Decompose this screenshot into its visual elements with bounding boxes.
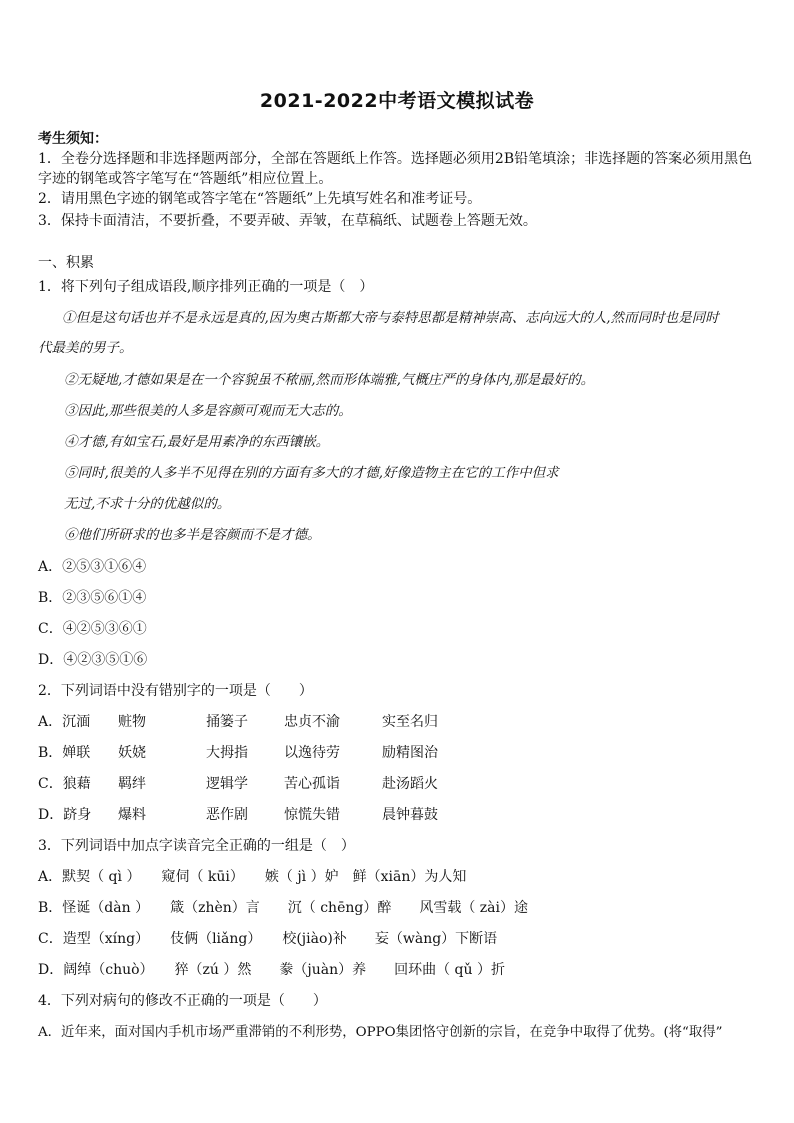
exam-title: 2021-2022中考语文模拟试卷 [259, 90, 535, 112]
q1-sentence-6: ⑥他们所研求的也多半是容颜而不是才德。 [64, 527, 321, 543]
q2-d-word-1: D．跻身 [38, 807, 92, 823]
q2-option-d[interactable] [38, 804, 438, 824]
q3-option-d[interactable]: D．阔绰（chuò） 猝（zú ）然 豢（juàn）养 回环曲（ qǔ ）折 [38, 962, 505, 978]
q1-option-a[interactable]: A．②⑤③①⑥④ [38, 559, 147, 575]
section-heading: 一、积累 [38, 255, 94, 271]
q2-option-a[interactable] [38, 711, 438, 731]
q1-option-d[interactable]: D．④②③⑤①⑥ [38, 652, 148, 668]
q2-stem: 2．下列词语中没有错别字的一项是（ ） [38, 683, 313, 699]
notice-line-2: 2．请用黑色字迹的钢笔或答字笔在“答题纸”上先填写姓名和准考证号。 [38, 191, 482, 207]
q2-option-c[interactable] [38, 773, 438, 793]
notice-heading: 考生须知： [38, 131, 108, 147]
q2-d-word-3: 恶作剧 [206, 807, 248, 823]
q2-b-word-4: 以逸待劳 [284, 745, 340, 761]
q1-sentence-1a: ①但是这句话也并不是永远是真的,因为奥古斯都大帝与泰特思都是精神崇高、志向远大的人,然而同时也是同时 [62, 310, 719, 326]
q2-b-word-2: 妖娆 [118, 745, 146, 761]
q1-option-c[interactable]: C．④②⑤③⑥① [38, 621, 147, 637]
q1-sentence-4: ④才德,有如宝石,最好是用素净的东西镶嵌。 [64, 434, 330, 450]
q1-sentence-5a: ⑤同时,很美的人多半不见得在别的方面有多大的才德,好像造物主在它的工作中但求 [64, 465, 559, 481]
q1-stem: 1．将下列句子组成语段,顺序排列正确的一项是（ ） [38, 279, 374, 295]
q3-option-b[interactable]: B．怪诞（dàn ） 箴（zhèn）言 沉（ chēng）醉 风雪载（ zài）途 [38, 900, 528, 916]
q1-sentence-2: ②无疑地,才德如果是在一个容貌虽不秾丽,然而形体端雅,气概庄严的身体内,那是最好的。 [64, 372, 595, 388]
q2-a-word-5: 实至名归 [382, 714, 438, 730]
q3-stem: 3．下列词语中加点字读音完全正确的一组是（ ） [38, 838, 355, 854]
q2-a-word-4: 忠贞不渝 [284, 714, 340, 730]
q2-option-b[interactable] [38, 742, 438, 762]
notice-line-1a: 1．全卷分选择题和非选择题两部分，全部在答题纸上作答。选择题必须用2B铅笔填涂；非选择题的答案必须用黑色 [38, 151, 753, 167]
q3-option-a[interactable]: A．默契（ qì ） 窥伺（ kūi） 嫉（ jì ）妒 鲜（xiān）为人知 [38, 869, 467, 885]
q2-b-word-1: B．婵联 [38, 745, 91, 761]
q2-d-word-4: 惊慌失错 [284, 807, 340, 823]
q1-option-b[interactable]: B．②③⑤⑥①④ [38, 590, 147, 606]
q2-c-word-5: 赴汤蹈火 [382, 776, 438, 792]
q2-b-word-3: 大拇指 [206, 745, 248, 761]
q2-c-word-1: C．狼藉 [38, 776, 91, 792]
q2-c-word-3: 逻辑学 [206, 776, 248, 792]
q2-d-word-5: 晨钟暮鼓 [382, 807, 438, 823]
q1-sentence-5b: 无过,不求十分的优越似的。 [64, 496, 231, 512]
q1-sentence-3: ③因此,那些很美的人多是容颜可观而无大志的。 [64, 403, 352, 419]
q4-stem: 4．下列对病句的修改不正确的一项是（ ） [38, 993, 327, 1009]
q1-sentence-1b: 代最美的男子。 [38, 340, 133, 356]
q2-c-word-2: 羁绊 [118, 776, 146, 792]
q2-c-word-4: 苦心孤诣 [284, 776, 340, 792]
notice-line-1b: 字迹的钢笔或答字笔写在“答题纸”相应位置上。 [38, 171, 333, 187]
q2-d-word-2: 爆料 [118, 807, 146, 823]
q4-option-a[interactable]: A．近年来，面对国内手机市场严重滞销的不利形势，OPPO集团恪守创新的宗旨，在竞争中取得了优势。(将“取得” [38, 1025, 723, 1040]
q2-b-word-5: 励精图治 [382, 745, 438, 761]
notice-line-3: 3．保持卡面清洁，不要折叠，不要弄破、弄皱，在草稿纸、试题卷上答题无效。 [38, 213, 537, 229]
q3-option-c[interactable]: C．造型（xíng） 伎俩（liǎng） 校(jiào)补 妄（wàng）下断语 [38, 931, 498, 947]
q2-a-word-3: 捅篓子 [206, 714, 248, 730]
q2-a-word-1: A．沉湎 [38, 714, 91, 730]
q2-a-word-2: 赃物 [118, 714, 146, 730]
